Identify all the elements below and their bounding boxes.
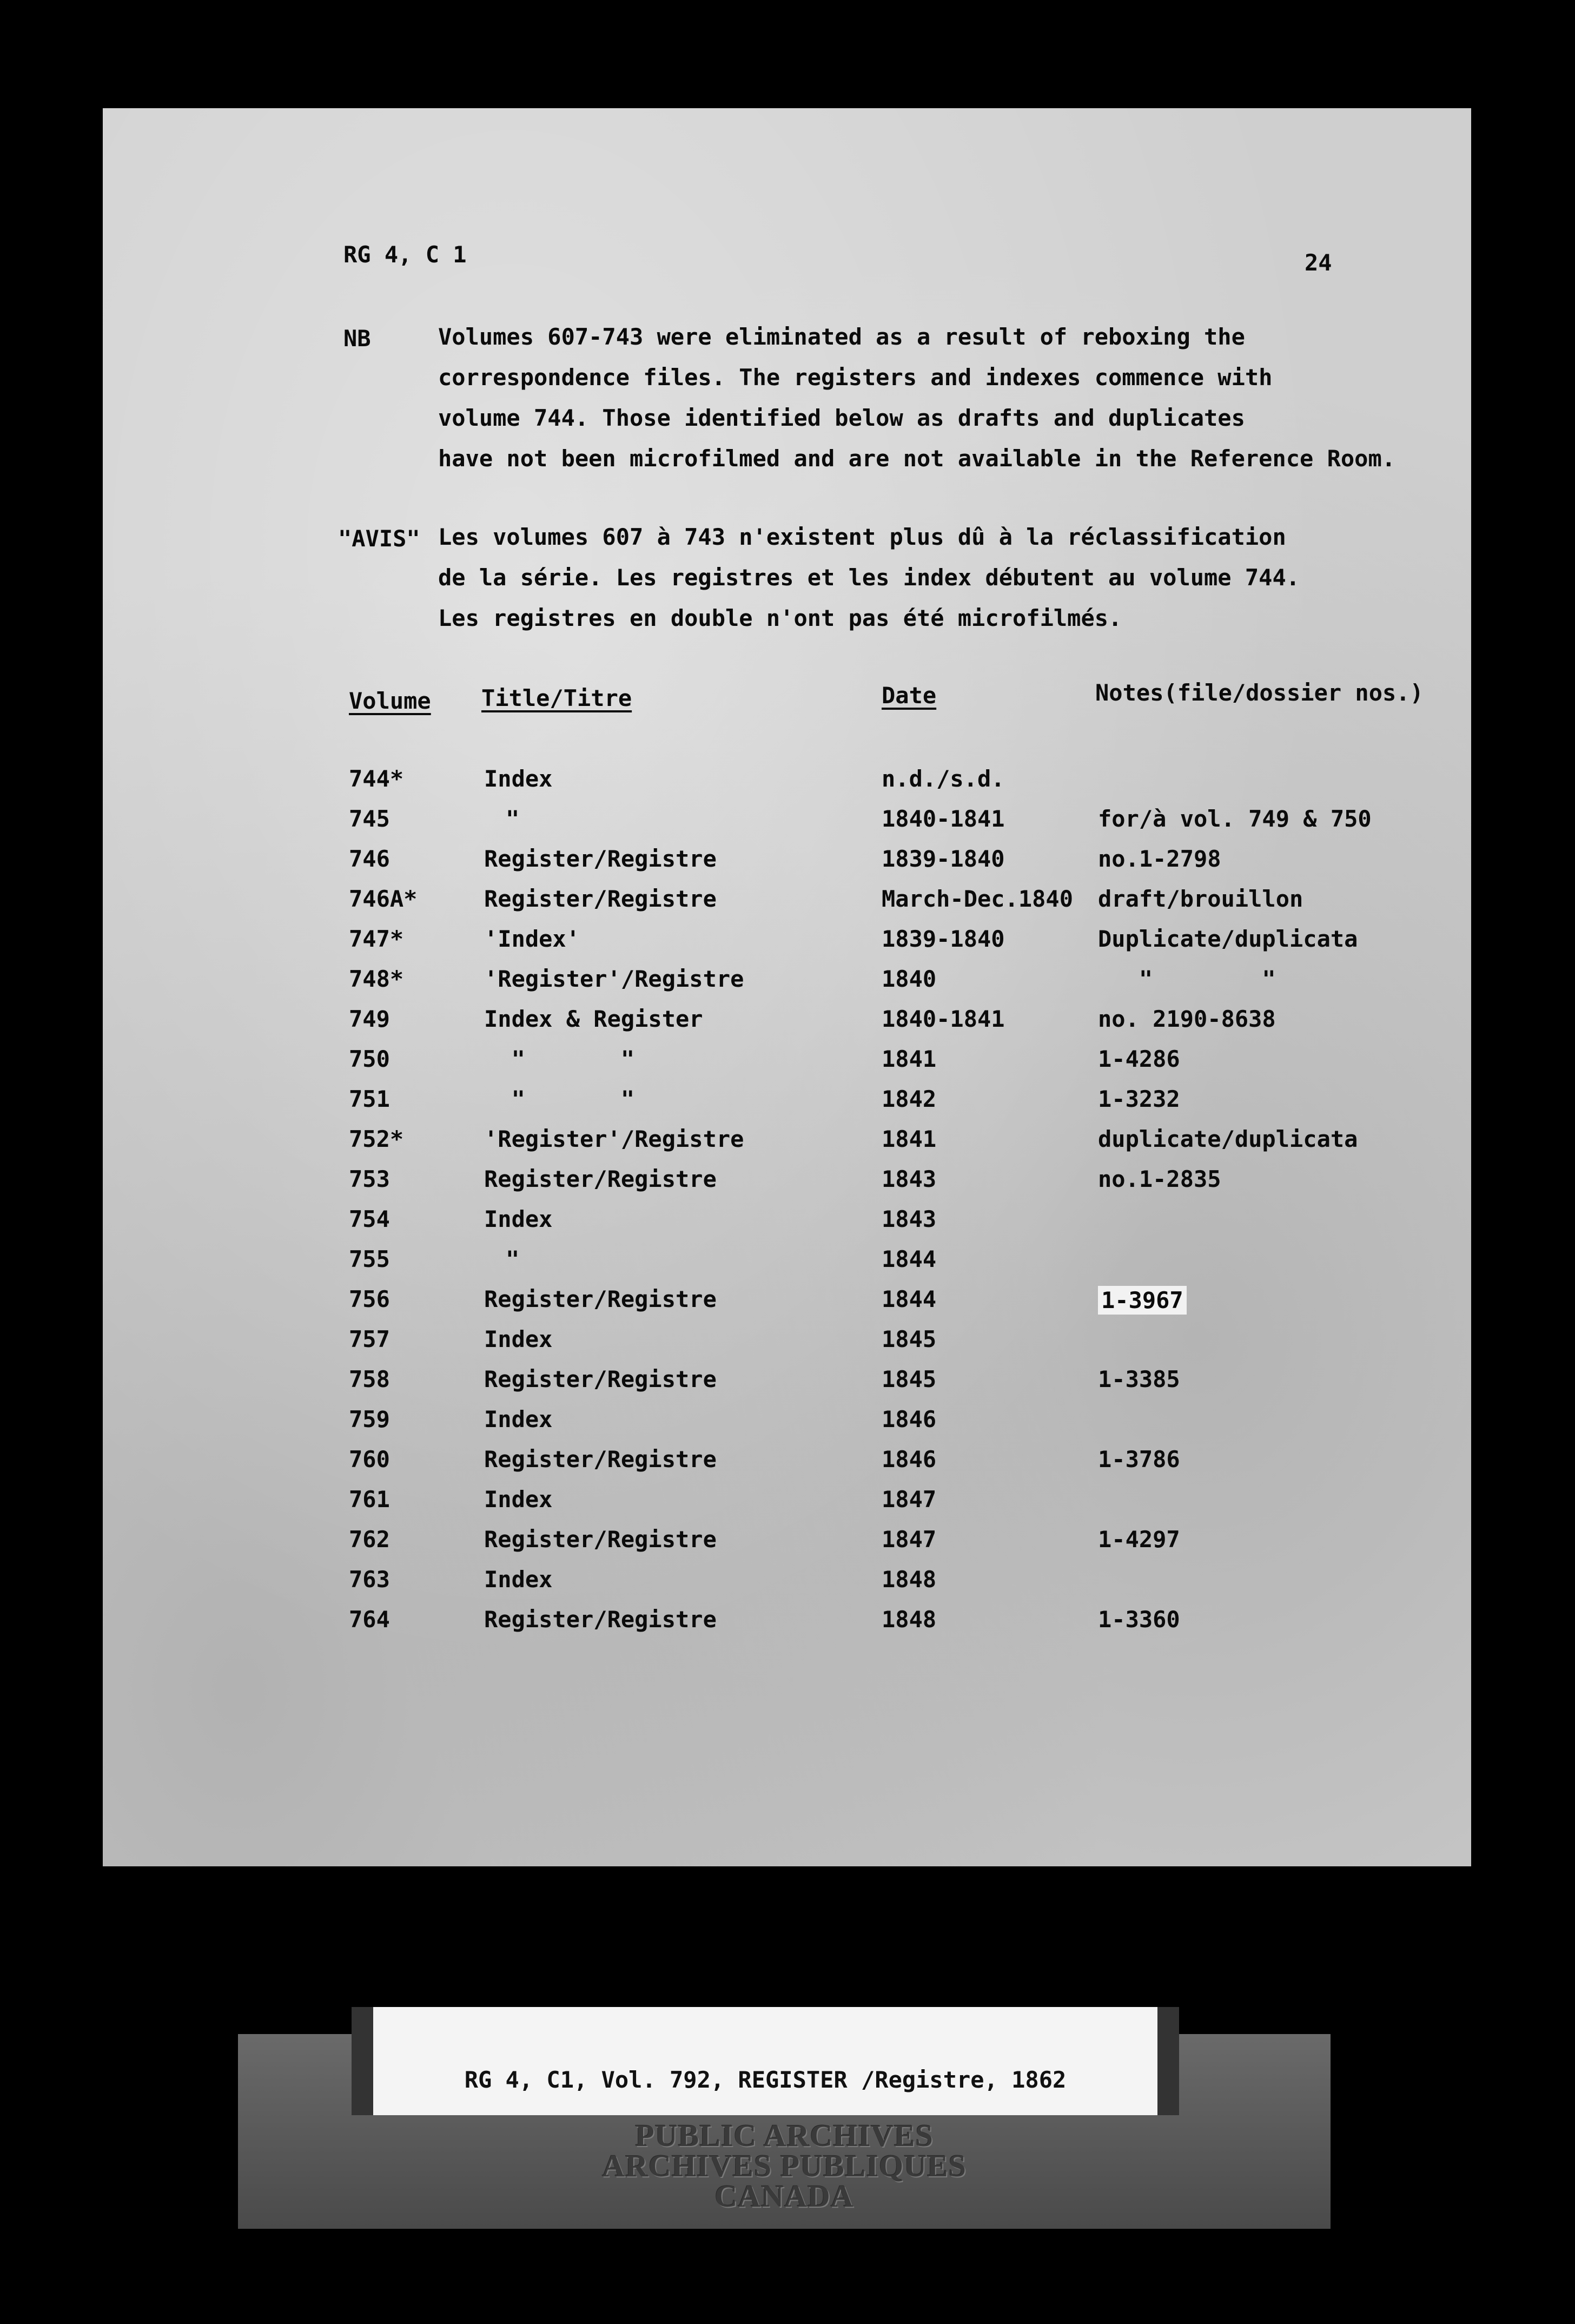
cell-date: 1843: [882, 1166, 937, 1192]
cell-volume: 745: [349, 806, 390, 832]
table-row: [103, 886, 1471, 926]
cell-volume: 757: [349, 1326, 390, 1352]
cell-volume: 763: [349, 1566, 390, 1593]
cell-title: Register/Registre: [484, 1606, 717, 1633]
cell-title: Register/Registre: [484, 1166, 717, 1192]
cell-volume: 753: [349, 1166, 390, 1192]
cell-date: 1845: [882, 1366, 937, 1392]
microfilm-label-text: RG 4, C1, Vol. 792, REGISTER /Registre, 1862: [464, 2066, 1067, 2093]
table-row: [103, 1246, 1471, 1286]
cell-title: 'Index': [484, 926, 580, 952]
table-row: [103, 1166, 1471, 1206]
avis-line: de la série. Les registres et les index débutent au volume 744.: [438, 564, 1300, 591]
cell-date: 1842: [882, 1086, 937, 1112]
cell-title: Index: [484, 1326, 553, 1352]
cell-title: Register/Registre: [484, 1286, 717, 1312]
cell-volume: 749: [349, 1006, 390, 1032]
cell-date: 1839-1840: [882, 926, 1005, 952]
table-row: [103, 1206, 1471, 1246]
cell-volume: 755: [349, 1246, 390, 1272]
cell-date: 1840-1841: [882, 806, 1005, 832]
column-header-date: Date: [882, 682, 937, 709]
cell-date: 1847: [882, 1526, 937, 1553]
table-row: [103, 1286, 1471, 1326]
cell-notes: 1-4286: [1098, 1046, 1180, 1072]
cell-title: Register/Registre: [484, 1446, 717, 1473]
table-row: [103, 1406, 1471, 1446]
table-row: [103, 1086, 1471, 1126]
cell-date: 1848: [882, 1606, 937, 1633]
cell-notes: no. 2190-8638: [1098, 1006, 1276, 1032]
table-row: [103, 1606, 1471, 1646]
page-number: 24: [1305, 249, 1332, 276]
stamp-line: CANADA: [714, 2178, 854, 2214]
cell-date: 1844: [882, 1286, 937, 1312]
cell-volume: 758: [349, 1366, 390, 1392]
cell-notes: for/à vol. 749 & 750: [1098, 806, 1372, 832]
cell-date: March-Dec.1840: [882, 886, 1074, 912]
cell-volume: 748*: [349, 966, 404, 992]
nb-line: volume 744. Those identified below as drafts and duplicates: [438, 405, 1245, 431]
table-row: [103, 1046, 1471, 1086]
cell-notes: 1-3360: [1098, 1606, 1180, 1633]
nb-paragraph: [438, 316, 1395, 479]
table-row: [103, 966, 1471, 1006]
cell-notes: duplicate/duplicata: [1098, 1126, 1358, 1152]
cell-volume: 747*: [349, 926, 404, 952]
cell-volume: 754: [349, 1206, 390, 1232]
cell-volume: 746: [349, 846, 390, 872]
table-row: [103, 806, 1471, 846]
column-header-notes: Notes(file/dossier nos.): [1095, 679, 1424, 706]
cell-date: 1848: [882, 1566, 937, 1593]
microfilm-label: [352, 2007, 1179, 2115]
cell-notes: " ": [1098, 966, 1276, 992]
cell-title: Index & Register: [484, 1006, 703, 1032]
cell-notes: 1-3385: [1098, 1366, 1180, 1392]
nb-line: correspondence files. The registers and indexes commence with: [438, 364, 1273, 391]
cell-volume: 761: [349, 1486, 390, 1513]
avis-label: "AVIS": [338, 525, 420, 552]
cell-date: 1843: [882, 1206, 937, 1232]
table-row: [103, 1366, 1471, 1406]
cell-date: 1846: [882, 1406, 937, 1432]
cell-date: 1841: [882, 1046, 937, 1072]
cell-title: Index: [484, 1486, 553, 1513]
column-header-volume: Volume: [349, 688, 431, 714]
cell-notes: no.1-2835: [1098, 1166, 1221, 1192]
cell-date: 1839-1840: [882, 846, 1005, 872]
cell-volume: 759: [349, 1406, 390, 1432]
cell-title: Index: [484, 1206, 553, 1232]
stamp-line: ARCHIVES PUBLIQUES: [602, 2148, 967, 2183]
cell-volume: 744*: [349, 765, 404, 792]
cell-volume: 752*: [349, 1126, 404, 1152]
cell-volume: 746A*: [349, 886, 418, 912]
table-row: [103, 1486, 1471, 1526]
table-row: [103, 1006, 1471, 1046]
table-row: [103, 846, 1471, 886]
avis-line: Les volumes 607 à 743 n'existent plus dû à la réclassification: [438, 524, 1286, 550]
cell-volume: 764: [349, 1606, 390, 1633]
cell-date: 1846: [882, 1446, 937, 1473]
cell-title: Index: [484, 765, 553, 792]
cell-volume: 750: [349, 1046, 390, 1072]
nb-line: have not been microfilmed and are not available in the Reference Room.: [438, 445, 1396, 472]
series-reference: RG 4, C 1: [343, 241, 467, 268]
cell-notes: 1-3786: [1098, 1446, 1180, 1473]
cell-volume: 756: [349, 1286, 390, 1312]
cell-title: Register/Registre: [484, 1526, 717, 1553]
cell-date: 1840-1841: [882, 1006, 1005, 1032]
table-row: [103, 1326, 1471, 1366]
cell-date: n.d./s.d.: [882, 765, 1005, 792]
cell-title: 'Register'/Registre: [484, 1126, 744, 1152]
table-row: [103, 1566, 1471, 1606]
cell-title: Index: [484, 1406, 553, 1432]
column-header-title: Title/Titre: [481, 685, 632, 711]
avis-line: Les registres en double n'ont pas été microfilmés.: [438, 605, 1122, 631]
table-row: [103, 926, 1471, 966]
nb-label: NB: [343, 325, 371, 352]
cell-date: 1844: [882, 1246, 937, 1272]
cell-title: Register/Registre: [484, 846, 717, 872]
cell-date: 1847: [882, 1486, 937, 1513]
cell-notes: 1-3232: [1098, 1086, 1180, 1112]
document-page: [103, 108, 1471, 1866]
cell-notes: no.1-2798: [1098, 846, 1221, 872]
cell-notes: 1-4297: [1098, 1526, 1180, 1553]
cell-date: 1840: [882, 966, 937, 992]
cell-title: 'Register'/Registre: [484, 966, 744, 992]
cell-notes: 1-3967: [1098, 1286, 1187, 1315]
cell-volume: 760: [349, 1446, 390, 1473]
cell-notes: draft/brouillon: [1098, 886, 1303, 912]
cell-date: 1845: [882, 1326, 937, 1352]
cell-title: " ": [484, 1046, 635, 1072]
archive-stamp: [238, 2118, 1331, 2214]
cell-title: ": [506, 806, 520, 832]
cell-date: 1841: [882, 1126, 937, 1152]
cell-title: Register/Registre: [484, 1366, 717, 1392]
table-row: [103, 1526, 1471, 1566]
table-row: [103, 1446, 1471, 1486]
cell-title: Register/Registre: [484, 886, 717, 912]
cell-volume: 751: [349, 1086, 390, 1112]
cell-title: ": [506, 1246, 520, 1272]
stamp-line: PUBLIC ARCHIVES: [635, 2118, 934, 2153]
cell-notes: Duplicate/duplicata: [1098, 926, 1358, 952]
cell-title: " ": [484, 1086, 635, 1112]
avis-paragraph: [438, 517, 1300, 638]
table-row: [103, 1126, 1471, 1166]
table-row: [103, 765, 1471, 806]
nb-line: Volumes 607-743 were eliminated as a result of reboxing the: [438, 323, 1245, 350]
cell-title: Index: [484, 1566, 553, 1593]
cell-volume: 762: [349, 1526, 390, 1553]
